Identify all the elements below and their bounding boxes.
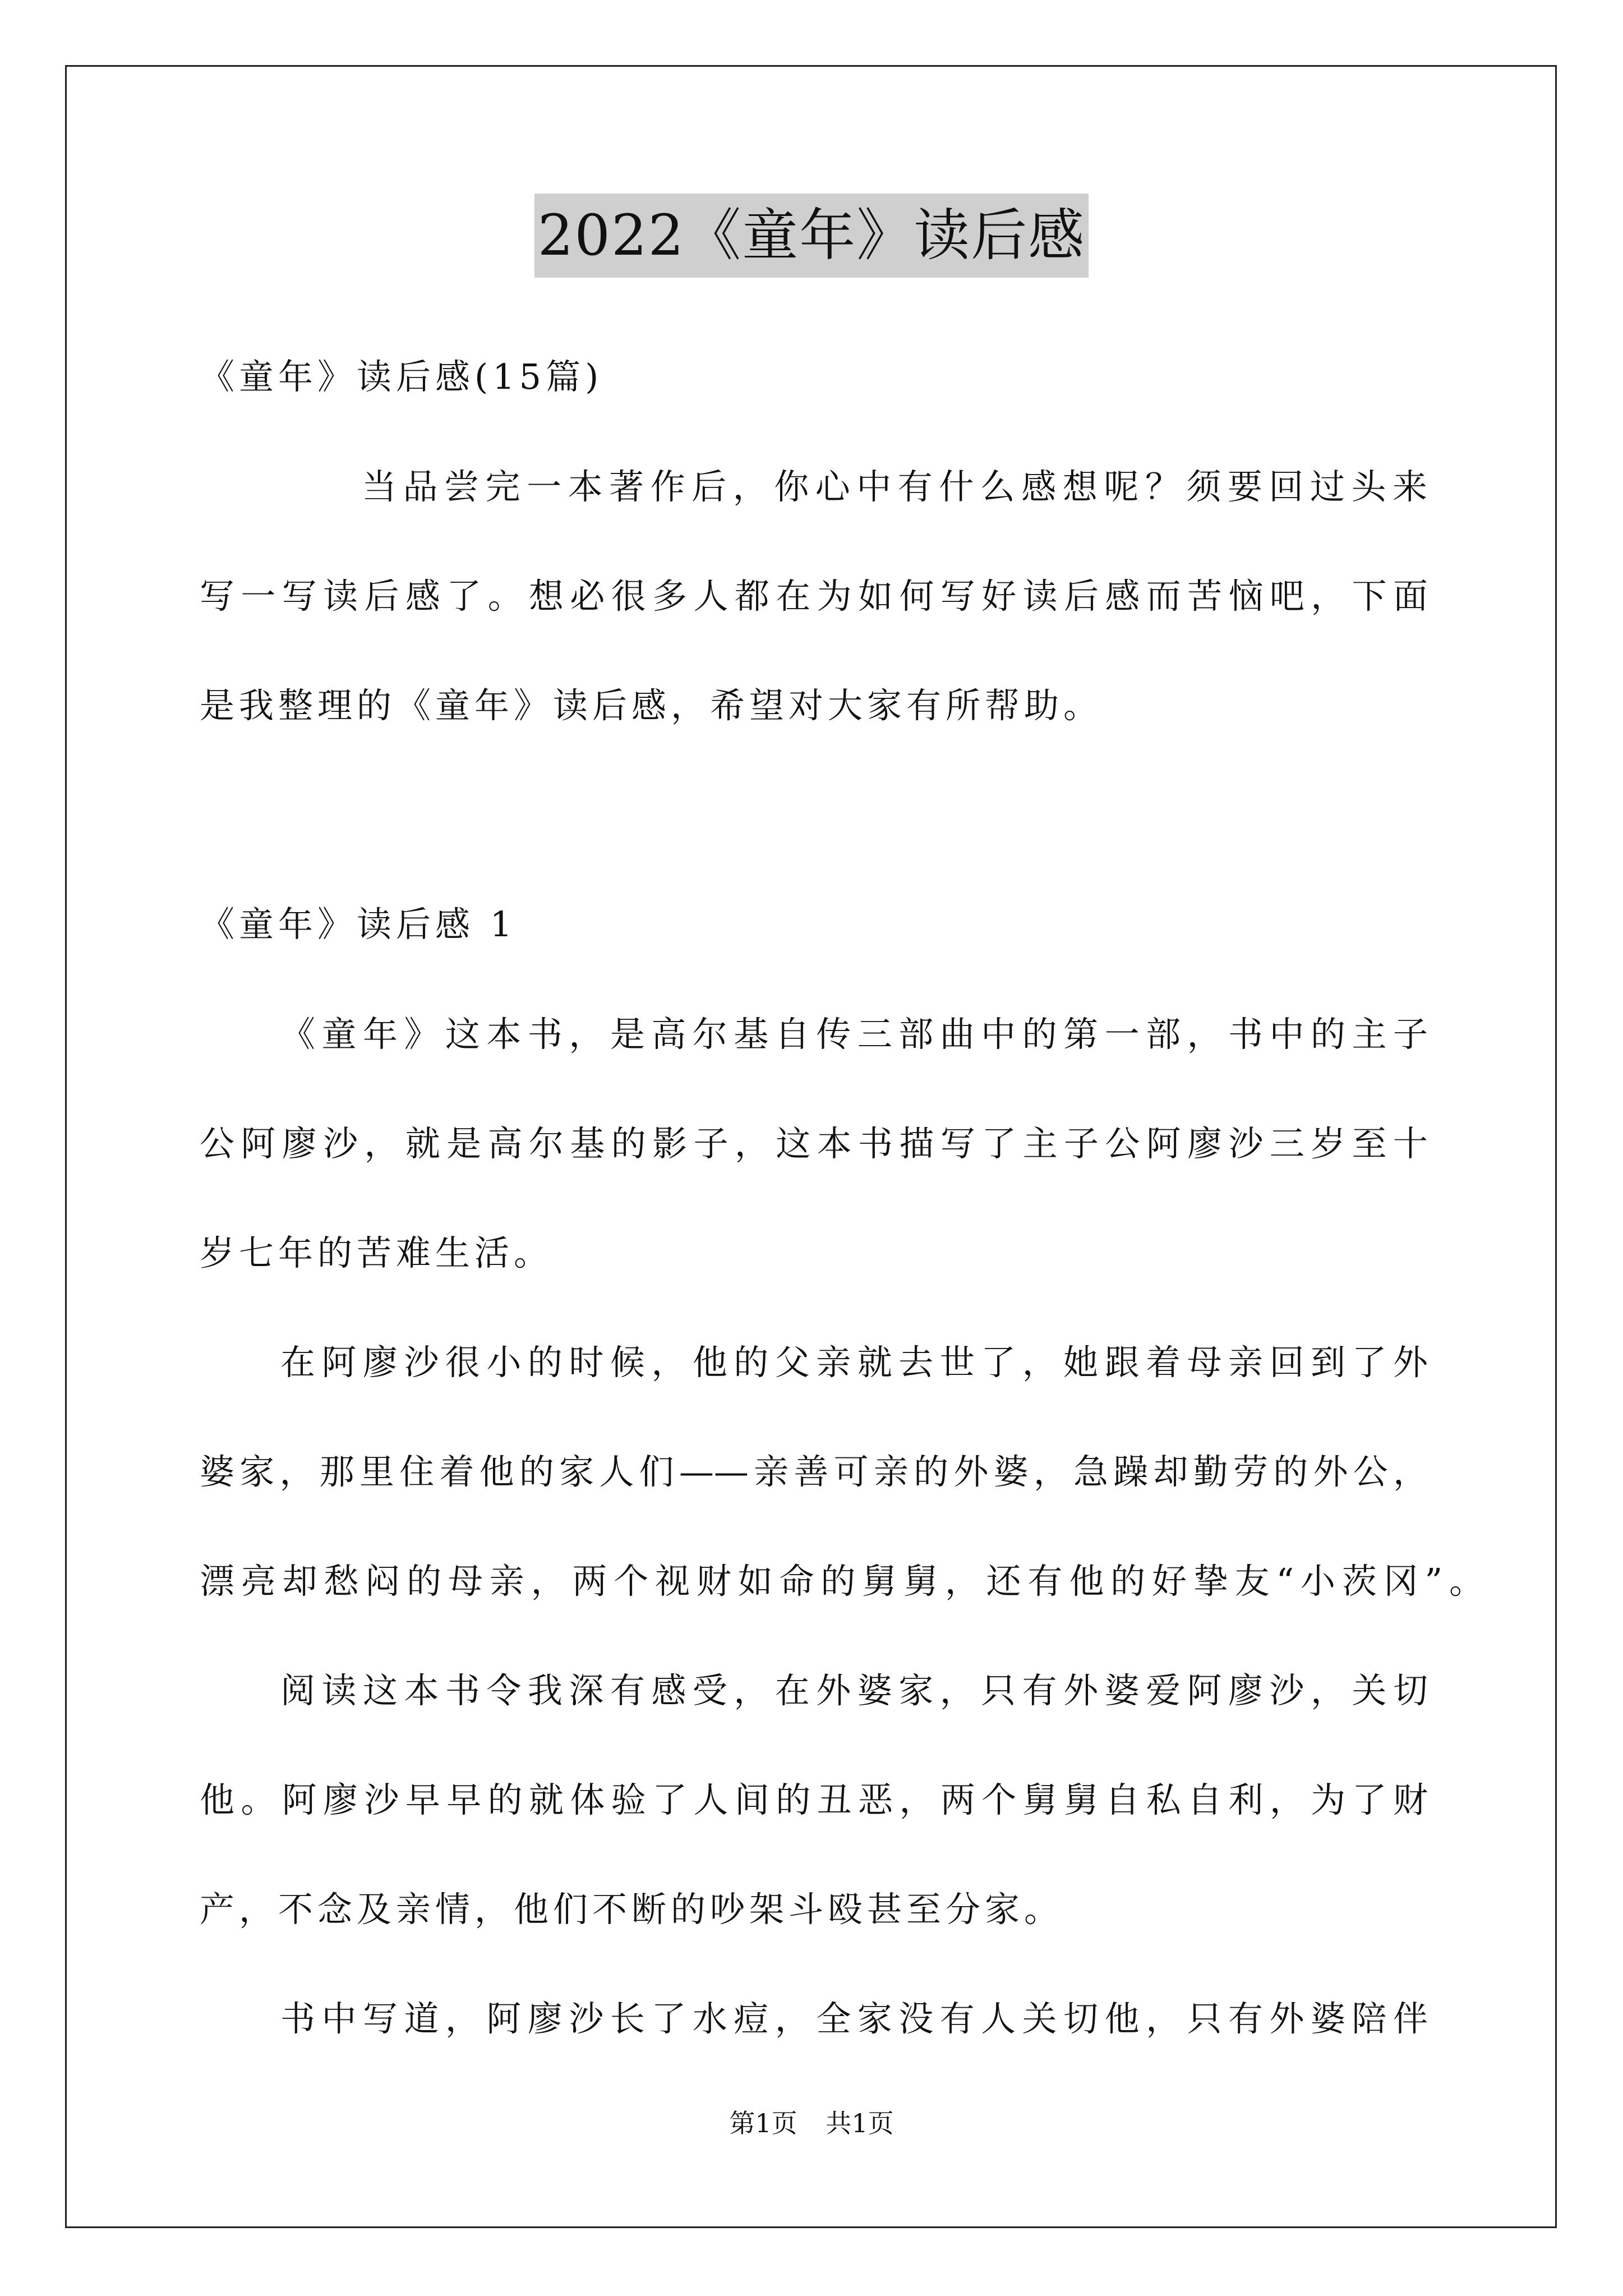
paragraph-line: 《童年》这本书，是高尔基自传三部曲中的第一部，书中的主子 [280, 1014, 1428, 1055]
paragraph-line: 产，不念及亲情，他们不断的吵架斗殴甚至分家。 [200, 1889, 1064, 1930]
paragraph-line: 婆家，那里住着他的家人们——亲善可亲的外婆，急躁却勤劳的外公， [200, 1451, 1428, 1492]
intro-line: 是我整理的《童年》读后感，希望对大家有所帮助。 [200, 685, 1103, 726]
paragraph-line: 他。阿廖沙早早的就体验了人间的丑恶，两个舅舅自私自利，为了财 [200, 1779, 1428, 1820]
page-footer [0, 2106, 1623, 2140]
paragraph-line: 在阿廖沙很小的时候，他的父亲就去世了，她跟着母亲回到了外 [280, 1342, 1428, 1383]
section-heading: 《童年》读后感 1 [200, 904, 517, 945]
paragraph-line: 阅读这本书令我深有感受，在外婆家，只有外婆爱阿廖沙，关切 [280, 1670, 1428, 1711]
paragraph-line: 岁七年的苦难生活。 [200, 1232, 554, 1273]
document-title: 2022《童年》读后感 [534, 194, 1089, 278]
paragraph-line: 漂亮却愁闷的母亲，两个视财如命的舅舅，还有他的好挚友“小茨冈”。 [200, 1561, 1484, 1602]
intro-line: 写一写读后感了。想必很多人都在为如何写好读后感而苦恼吧，下面 [200, 576, 1428, 616]
page-total: 共1页 [826, 2108, 894, 2138]
title-container [0, 194, 1623, 278]
paragraph-line: 书中写道，阿廖沙长了水痘，全家没有人关切他，只有外婆陪伴 [280, 1998, 1428, 2039]
intro-line: 当品尝完一本著作后，你心中有什么感想呢？须要回过头来 [362, 466, 1427, 507]
paragraph-line: 公阿廖沙，就是高尔基的影子，这本书描写了主子公阿廖沙三岁至十 [200, 1123, 1428, 1164]
page-number: 第1页 [729, 2108, 797, 2138]
subtitle: 《童年》读后感(15篇) [200, 356, 603, 397]
